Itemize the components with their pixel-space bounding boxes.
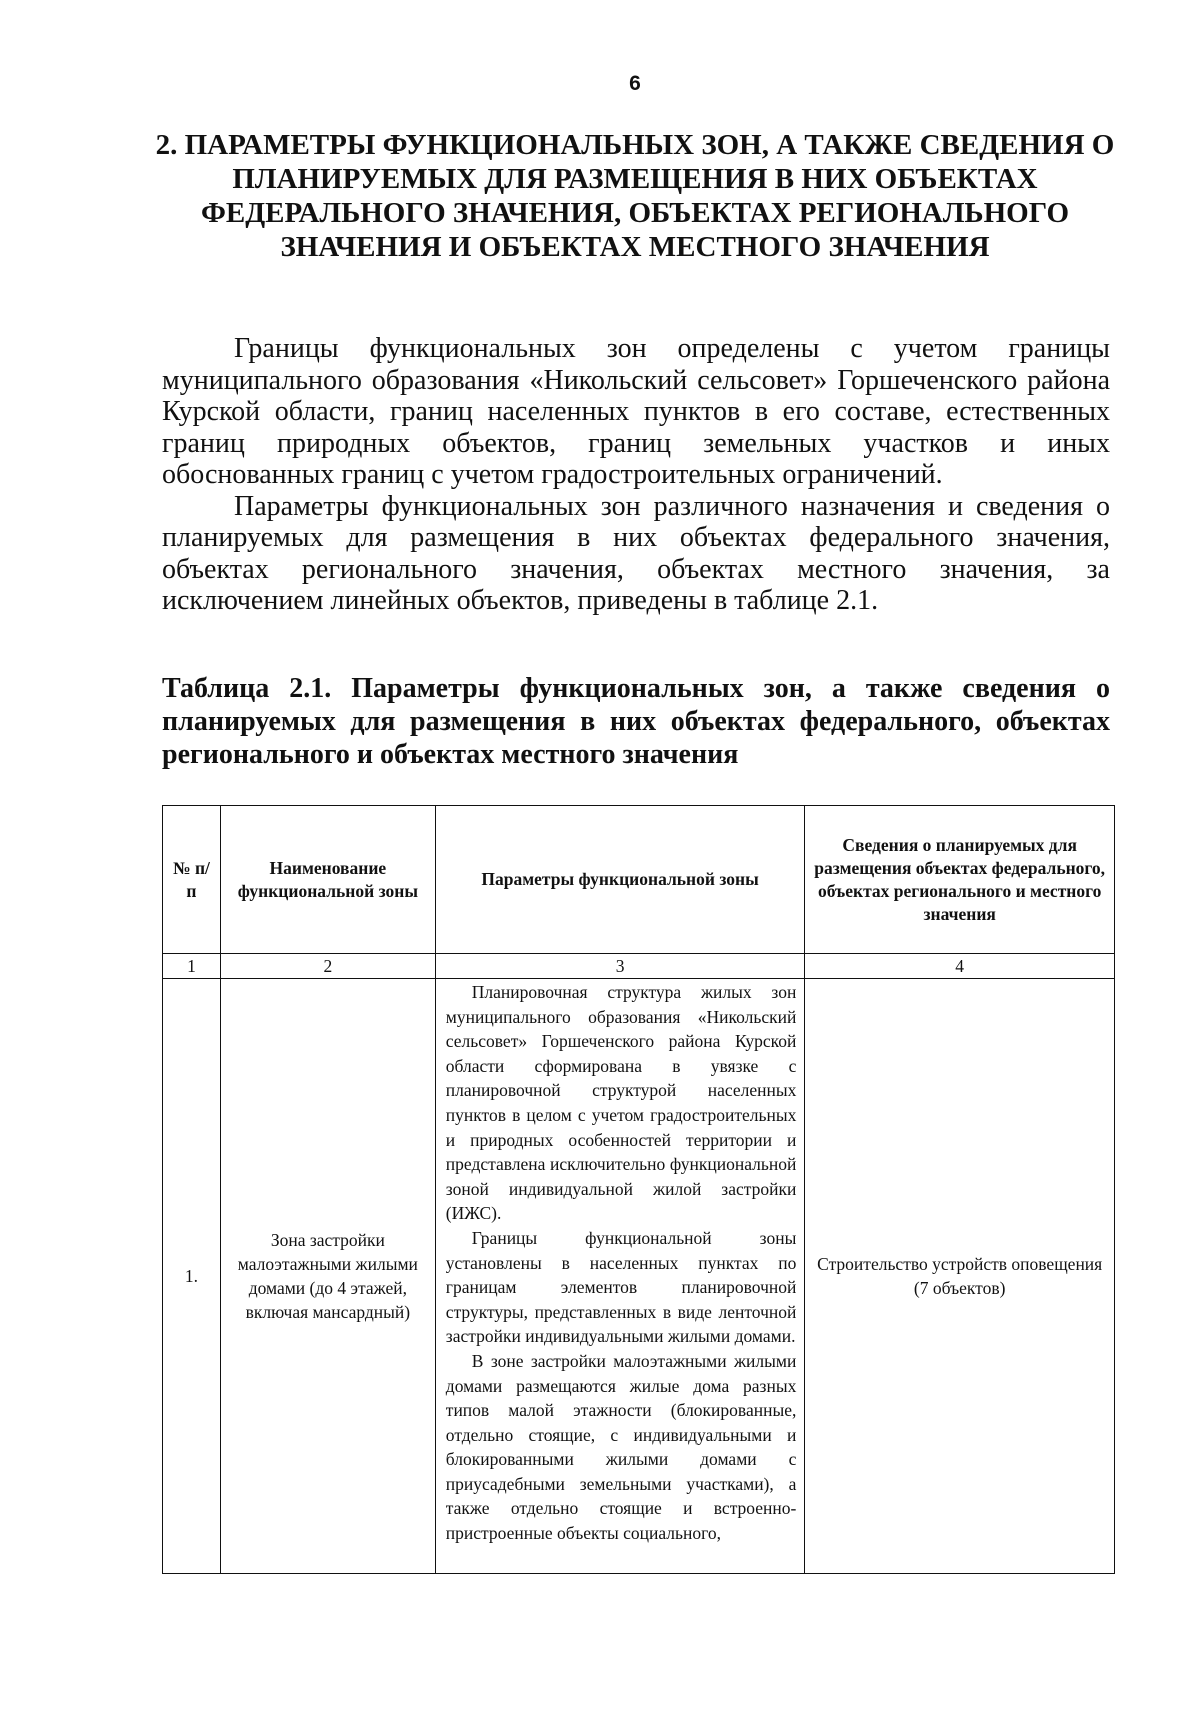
body-text (162, 333, 1110, 617)
section-heading: 2. ПАРАМЕТРЫ ФУНКЦИОНАЛЬНЫХ ЗОН, А ТАКЖЕ СВЕДЕНИЯ О ПЛАНИРУЕМЫХ ДЛЯ РАЗМЕЩЕНИЯ В НИХ ОБЪЕКТАХ ФЕДЕРАЛЬНОГО ЗНАЧЕНИЯ, ОБЪЕКТАХ РЕГИОНАЛЬНОГО ЗНАЧЕНИЯ И ОБЪЕКТАХ МЕСТНОГО ЗНАЧЕНИЯ (155, 129, 1115, 263)
header-number: № п/п (163, 806, 221, 954)
zone-parameters (435, 979, 805, 1574)
planned-objects: Строительство устройств оповещения (7 объектов) (805, 979, 1115, 1574)
column-number: 2 (220, 954, 435, 979)
table-header-row (163, 806, 1115, 954)
header-planned-objects: Сведения о планируемых для размещения объектах федерального, объектах регионального и местного значения (805, 806, 1115, 954)
table-caption: Таблица 2.1. Параметры функциональных зон, а также сведения о планируемых для размещения в них объектах федерального, объектах регионального и объектах местного значения (162, 673, 1110, 770)
header-zone-parameters: Параметры функциональной зоны (435, 806, 805, 954)
table-row (163, 979, 1115, 1574)
column-number: 1 (163, 954, 221, 979)
page-number: 6 (629, 72, 641, 95)
column-number: 3 (435, 954, 805, 979)
zone-name: Зона застройки малоэтажными жилыми домами (до 4 этажей, включая мансардный) (220, 979, 435, 1574)
zone-parameters-paragraph: Планировочная структура жилых зон муниципального образования «Никольский сельсовет» Горшеченского района Курской области сформирована в увязке с планировочной структурой населенных пунктов в целом с учетом градостроительных и природных особенностей территории и представлена исключительно функциональной зоной индивидуальной жилой застройки (ИЖС). (445, 982, 797, 1224)
zone-parameters-paragraph: В зоне застройки малоэтажными жилыми домами размещаются жилые дома разных типов малой этажности (блокированные, отдельно стоящие, с индивидуальными и блокированными жилыми домами с приусадебными земельными участками), а также отдельно стоящие и встроенно-пристроенные объекты социального, (445, 1350, 797, 1544)
column-numbers-row (163, 954, 1115, 979)
parameters-table (162, 805, 1115, 1574)
header-zone-name: Наименование функциональной зоны (220, 806, 435, 954)
column-number: 4 (805, 954, 1115, 979)
paragraph: Границы функциональных зон определены с учетом границы муниципального образования «Никольский сельсовет» Горшеченского района Курской области, границ населенных пунктов в его составе, естественных границ природных объектов, границ земельных участков и иных обоснованных границ с учетом градостроительных ограничений. (162, 333, 1110, 490)
paragraph: Параметры функциональных зон различного назначения и сведения о планируемых для размещения в них объектах федерального значения, объектах регионального значения, объектах местного значения, за исключением линейных объектов, приведены в таблице 2.1. (162, 490, 1110, 616)
zone-parameters-paragraph: Границы функциональной зоны установлены в населенных пунктах по границам элементов планировочной структуры, представленных в виде ленточной застройки индивидуальными жилыми домами. (445, 1227, 797, 1347)
row-number: 1. (163, 979, 221, 1574)
